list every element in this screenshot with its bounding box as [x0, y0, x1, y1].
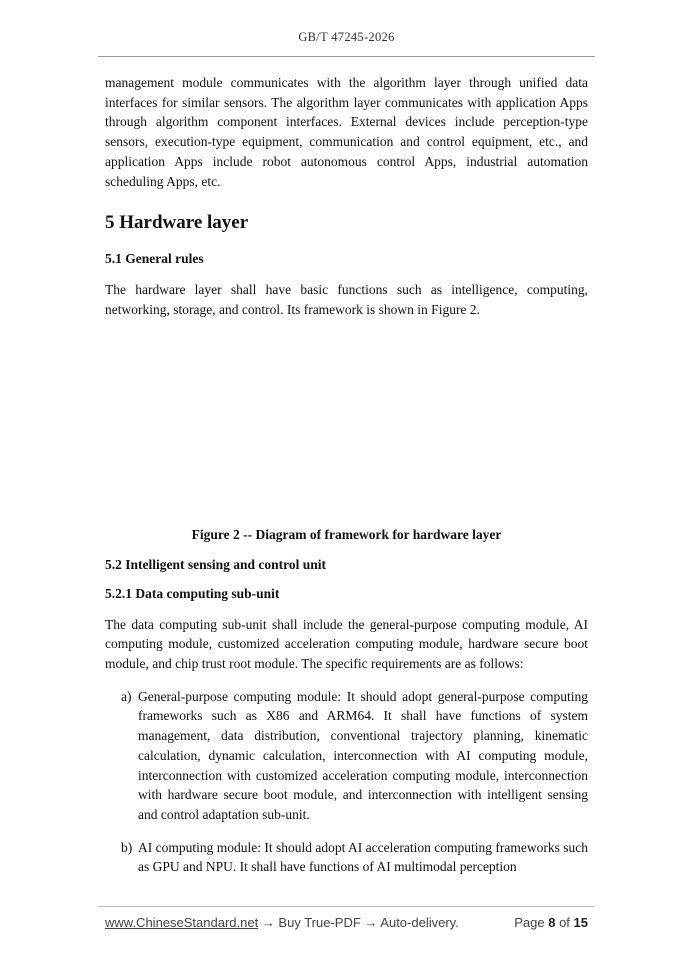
list-marker: b)	[121, 839, 133, 855]
page-label: Page	[514, 915, 545, 930]
of-label: of	[559, 915, 570, 930]
requirements-list	[105, 687, 588, 877]
section-5-1-heading: 5.1 General rules	[105, 251, 204, 267]
page-header: GB/T 47245-2026	[298, 30, 395, 44]
footer-tagline: → Buy True-PDF → Auto-delivery.	[258, 915, 459, 930]
footer-promo	[105, 915, 459, 930]
page-indicator	[514, 915, 588, 930]
page-number: 8	[548, 915, 556, 930]
footer-divider	[98, 906, 595, 907]
list-item	[105, 687, 588, 825]
list-item-text: General-purpose computing module: It should adopt general-purpose computing frameworks such as X86 and ARM64. It shall have functions of system management, data distribution, conventional trajectory planning, kinematic calculation, dynamic calculation, interconnection with AI computing module, interconnection with customized acceleration computing module, interconnection with hardware secure boot module, and interconnection with intelligent sensing and control adaptation sub-unit.	[138, 688, 588, 822]
intro-paragraph: management module communicates with the algorithm layer through unified data interfaces for similar sensors. The algorithm layer communicates with application Apps through algorithm component interfaces. External devices include perception-type sensors, execution-type equipment, communication and control equipment, etc., and application Apps include robot autonomous control Apps, industrial automation scheduling Apps, etc.	[105, 75, 588, 189]
figure-2-caption: Figure 2 -- Diagram of framework for hardware layer	[191, 526, 502, 542]
list-marker: a)	[121, 688, 132, 704]
site-link[interactable]: www.ChineseStandard.net	[105, 915, 259, 930]
section-5-2-heading: 5.2 Intelligent sensing and control unit	[105, 556, 327, 572]
section-5-2-1-paragraph: The data computing sub-unit shall include the general-purpose computing module, AI computing module, customized acceleration computing module, hardware secure boot module, and chip trust root module. The specific requirements are as follows:	[105, 616, 588, 672]
page-content	[105, 73, 588, 877]
list-item	[105, 838, 588, 877]
section-5-1-paragraph: The hardware layer shall have basic functions such as intelligence, computing, networking, storage, and control. Its framework is shown in Figure 2.	[105, 282, 588, 317]
header-divider	[98, 56, 595, 57]
section-5-heading: 5 Hardware layer	[105, 212, 249, 234]
section-5-2-1-heading: 5.2.1 Data computing sub-unit	[105, 585, 280, 601]
list-item-text: AI computing module: It should adopt AI acceleration computing frameworks such as GPU and NPU. It shall have functions of AI multimodal perception	[138, 839, 588, 875]
total-pages: 15	[573, 915, 588, 930]
figure-2-area	[105, 320, 588, 527]
